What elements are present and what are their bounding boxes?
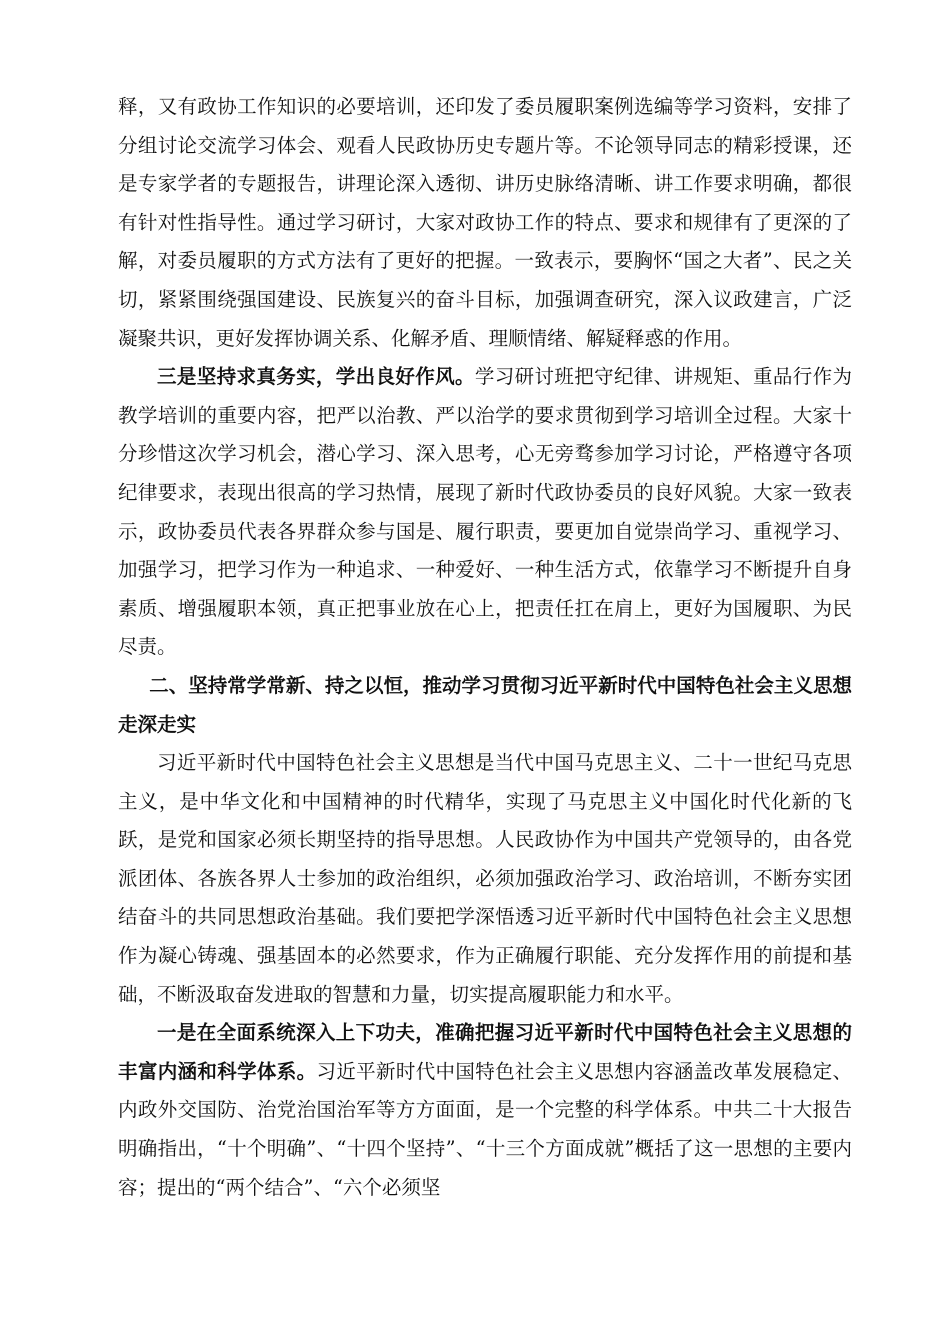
paragraph-text: 释，又有政协工作知识的必要培训，还印发了委员履职案例选编等学习资料，安排了分组讨论交流学习体会、观看人民政协历史专题片等。不论领导同志的精彩授课，还是专家学者的专题报告，讲理论深入透彻、讲历史脉络清晰、讲工作要求明确，都很有针对性指导性。通过学习研讨，大家对政协工作的特点、要求和规律有了更深的了解，对委员履职的方式方法有了更好的把握。一致表示，要胸怀“国之大者”、民之关切，紧紧围绕强国建设、民族复兴的奋斗目标，加强调查研究，深入议政建言，广泛凝聚共识，更好发挥协调关系、化解矛盾、理顺情绪、解疑释惑的作用。 — [118, 95, 852, 350]
paragraph-point-one — [118, 1014, 852, 1207]
paragraph-lead-bold: 三是坚持求真务实，学出良好作风。 — [157, 365, 475, 389]
document-body — [118, 88, 852, 1207]
paragraph-text: 学习研讨班把守纪律、讲规矩、重品行作为教学培训的重要内容，把严以治教、严以治学的要求贯彻到学习培训全过程。大家十分珍惜这次学习机会，潜心学习、深入思考，心无旁骛参加学习讨论，严格遵守各项纪律要求，表现出很高的学习热情，展现了新时代政协委员的良好风貌。大家一致表示，政协委员代表各界群众参与国是、履行职责，要更加自觉崇尚学习、重视学习、加强学习，把学习作为一种追求、一种爱好、一种生活方式，依靠学习不断提升自身素质、增强履职本领，真正把事业放在心上，把责任扛在肩上，更好为国履职、为民尽责。 — [118, 365, 852, 659]
paragraph-continuation — [118, 88, 852, 358]
paragraph-lead-bold: 一是在全面系统深入上下功夫，准确把握习近平新时代中国特色社会主义思想的丰富内涵和科学体系。 — [118, 1021, 852, 1083]
paragraph-text: 习近平新时代中国特色社会主义思想是当代中国马克思主义、二十一世纪马克思主义，是中华文化和中国精神的时代精华，实现了马克思主义中国化时代化新的飞跃，是党和国家必须长期坚持的指导思想。人民政协作为中国共产党领导的，由各党派团体、各族各界人士参加的政治组织，必须加强政治学习、政治培训，不断夯实团结奋斗的共同思想政治基础。我们要把学深悟透习近平新时代中国特色社会主义思想作为凝心铸魂、强基固本的必然要求，作为正确履行职能、充分发挥作用的前提和基础，不断汲取奋发进取的智慧和力量，切实提高履职能力和水平。 — [118, 751, 852, 1006]
paragraph-section-intro — [118, 744, 852, 1014]
section-heading-two: 二、坚持常学常新、持之以恒，推动学习贯彻习近平新时代中国特色社会主义思想走深走实 — [118, 673, 852, 736]
paragraph-text: 习近平新时代中国特色社会主义思想内容涵盖改革发展稳定、内政外交国防、治党治国治军等方方面面，是一个完整的科学体系。中共二十大报告明确指出，“十个明确”、“十四个坚持”、“十三个方面成就”概括了这一思想的主要内容；提出的“两个结合”、“六个必须坚 — [118, 1059, 852, 1199]
paragraph-point-three — [118, 358, 852, 667]
